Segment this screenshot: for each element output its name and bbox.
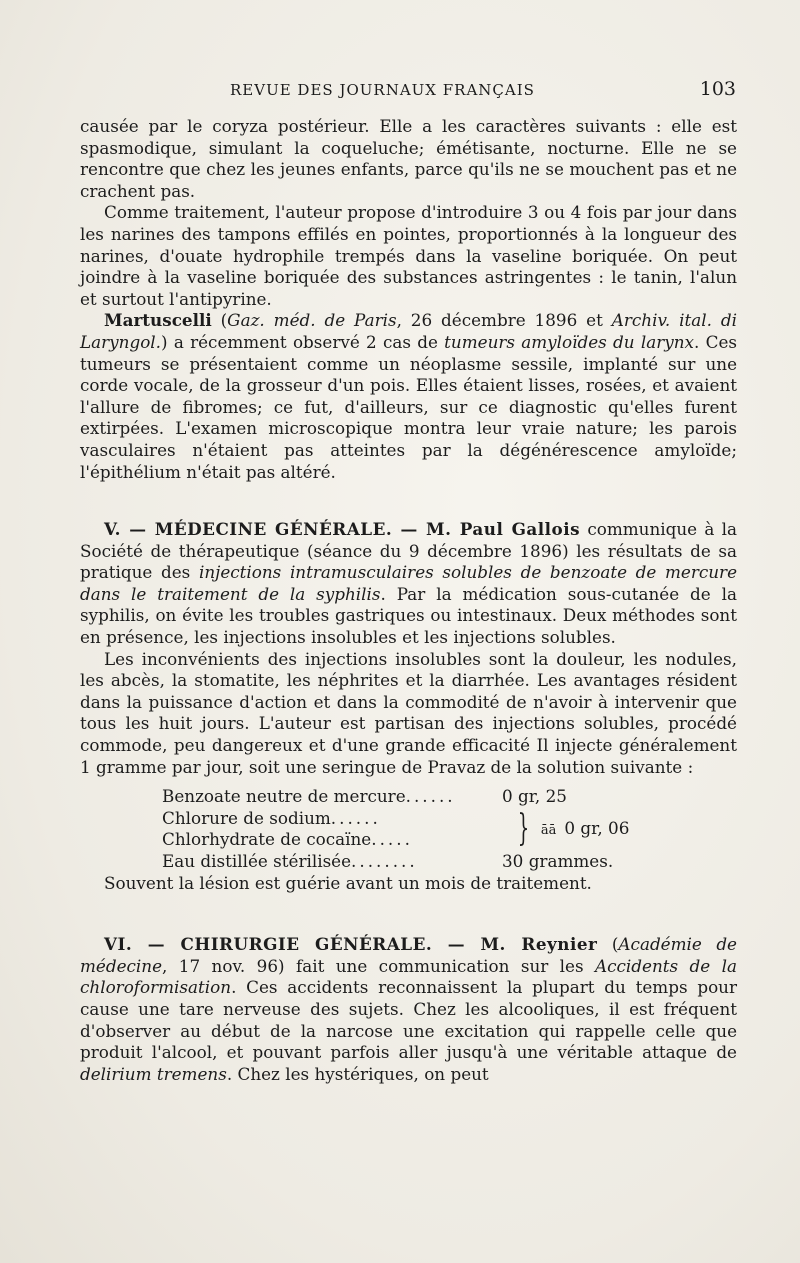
running-title: REVUE DES JOURNAUX FRANÇAIS — [230, 81, 535, 99]
topic-title: injections intramusculaires solubles de benzoate de mercure dans le traitement de la syphilis — [80, 562, 737, 604]
formula-row — [162, 851, 682, 873]
leader-dots: ...... — [330, 807, 381, 828]
ingredient-name: Chlorhydrate de cocaïne — [162, 829, 372, 850]
ingredient-quantity: 0 gr, 25 — [502, 786, 567, 807]
leader-dots: ........ — [351, 851, 418, 871]
formula-row — [162, 808, 512, 830]
formula-row — [162, 829, 512, 851]
section-chirurgie-generale: VI. — CHIRURGIE GÉNÉRALE. — M. Reynier (Académie de médecine, 17 nov. 96) fait une communication sur les Accidents de la chloroformisation. Ces accidents reconnaissent la plupart du temps pour cause une tare nerveuse des sujets. Chez les alcooliques, il est fréquent d'observer au début de la narcose une excitation qui rappelle celle que produit l'alcool, et pouvant parfois aller jusqu'à une véritable attaque de delirium tremens. Chez les hystériques, on peut — [80, 934, 737, 1084]
section-heading: VI. — CHIRURGIE GÉNÉRALE. — M. Reynier — [104, 934, 598, 955]
ingredient-name: Eau distillée stérilisée — [162, 851, 352, 871]
ingredient-name: Chlorure de sodium — [162, 807, 331, 828]
formula-row — [162, 786, 682, 808]
formula-group — [162, 808, 682, 851]
leader-dots: ..... — [371, 829, 413, 850]
page-header — [80, 78, 736, 104]
leader-dots: ...... — [405, 786, 456, 807]
brace-icon: } — [517, 808, 530, 850]
section-spacer — [80, 483, 737, 519]
topic-title: Accidents de la chloroformisation — [80, 955, 737, 998]
ana-symbol: āā — [540, 822, 557, 838]
paragraph-injections: Les inconvénients des injections insolubles sont la douleur, les nodules, les abcès, la stomatite, les néphrites et la diarrhée. Les avantages résident dans la puissance d'action et dans la commodité de n'avoir à intervenir que tous les huit jours. L'auteur est partisan des injections solubles, procédé commode, peu dangereux et d'une grande efficacité Il injecte généralement 1 gramme par jour, soit une seringue de Pravaz de la solution suivante : — [80, 648, 737, 777]
page-body — [80, 116, 737, 1085]
section-medecine-generale: V. — MÉDECINE GÉNÉRALE. — M. Paul Gallois communique à la Société de thérapeutique (séance du 9 décembre 1896) les résultats de sa pratique des injections intramusculaires solubles de benzoate de mercure dans le traitement de la syphilis. Par la médication sous-cutanée de la syphilis, on évite les troubles gastriques ou intestinaux. Deux méthodes sont en présence, les injections insolubles et les injections solubles. — [80, 519, 738, 648]
paragraph-treatment: Comme traitement, l'auteur propose d'introduire 3 ou 4 fois par jour dans les narines des tampons effilés en pointes, proportionnés à la longueur des narines, d'ouate hydrophile trempés dans la vaseline boriquée. On peut joindre à la vaseline boriquée des substances astringentes : le tanin, l'alun et surtout l'antipyrine. — [80, 202, 737, 309]
section-heading: V. — MÉDECINE GÉNÉRALE. — M. Paul Gallois — [104, 519, 581, 540]
ingredient-quantity: 30 grammes. — [502, 851, 614, 871]
page-number: 103 — [699, 78, 736, 100]
term: delirium tremens — [80, 1063, 227, 1084]
topic-title: tumeurs amyloïdes du larynx — [444, 331, 695, 352]
source-citation: Académie de médecine — [80, 934, 737, 976]
paragraph-martuscelli: Martuscelli (Gaz. méd. de Paris, 26 décembre 1896 et Archiv. ital. di Laryngol.) a récemment observé 2 cas de tumeurs amyloïdes du larynx. Ces tumeurs se présentaient comme un néoplasme sessile, implanté sur une corde vocale, de la grosseur d'un pois. Elles étaient lisses, rosées, et avaient l'allure de fibromes; ce fut, d'ailleurs, sur ce diagnostic qu'elles furent extirpées. L'examen microscopique montra leur vraie nature; les parois vasculaires n'étaient pas atteintes par la dégénérescence amyloïde; l'épithélium n'était pas altéré. — [80, 310, 737, 482]
journal-citation: Archiv. ital. di Laryngol. — [80, 310, 737, 352]
paragraph-closing: Souvent la lésion est guérie avant un mois de traitement. — [104, 872, 592, 893]
author-name: Martuscelli — [104, 310, 212, 331]
paragraph-coryza: causée par le coryza postérieur. Elle a les caractères suivants : elle est spasmodique, simulant la coqueluche; émétisante, nocturne. Elle ne se rencontre que chez les jeunes enfants, parce qu'ils ne se mouchent pas et ne crachent pas. — [80, 116, 737, 201]
prescription-formula — [162, 786, 682, 872]
journal-citation: Gaz. méd. de Paris — [227, 310, 397, 331]
ingredient-quantity: 0 gr, 06 — [564, 817, 630, 838]
ingredient-name: Benzoate neutre de mercure — [162, 786, 406, 807]
section-spacer — [80, 894, 737, 934]
